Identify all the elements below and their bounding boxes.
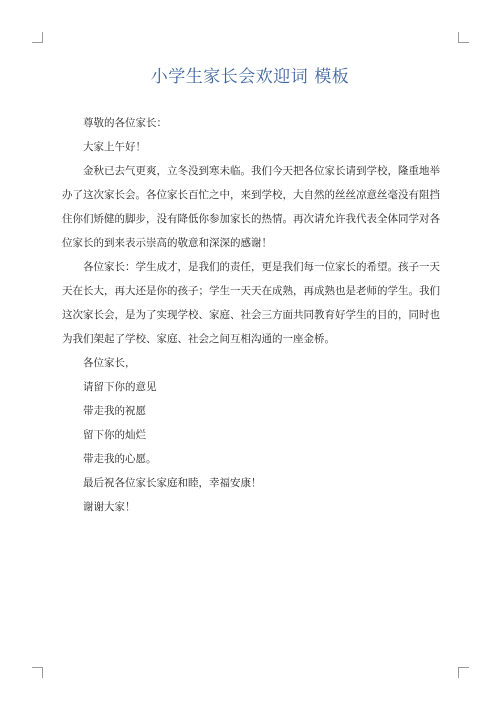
salutation: 尊敬的各位家长： <box>83 117 167 129</box>
closing-line: 请留下你的意见 <box>83 381 157 393</box>
closing-line: 各位家长， <box>83 357 136 369</box>
crop-mark-top-right <box>458 32 469 43</box>
closing-line: 带走我的祝愿 <box>83 405 146 417</box>
crop-mark-bottom-right <box>458 667 469 678</box>
closing-line: 带走我的心愿。 <box>83 453 157 465</box>
greeting: 大家上午好！ <box>83 141 146 153</box>
document-body <box>62 111 440 519</box>
document-title: 小学生家长会欢迎词 模板 <box>150 67 350 87</box>
closing-thanks: 谢谢大家！ <box>83 501 136 513</box>
crop-mark-top-left <box>32 32 43 43</box>
paragraph-welcome: 金秋已去气更爽，立冬没到寒未临。我们今天把各位家长请到学校，隆重地举办了这次家长会。各位家长百忙之中，来到学校，大自然的丝丝凉意丝毫没有阻挡住你们矫健的脚步，没有降低你参加家长的热情。再次请允许我代表全体同学对各位家长的到来表示崇高的敬意和深深的感谢！ <box>62 165 440 249</box>
crop-mark-bottom-left <box>32 667 43 678</box>
closing-wish: 最后祝各位家长家庭和睦，幸福安康！ <box>83 477 262 489</box>
paragraph-purpose: 各位家长：学生成才，是我们的责任，更是我们每一位家长的希望。孩子一天天在长大，再大还是你的孩子；学生一天天在成熟，再成熟也是老师的学生。我们这次家长会，是为了实现学校、家庭、社会三方面共同教育好学生的目的，同时也为我们架起了学校、家庭、社会之间互相沟通的一座金桥。 <box>62 261 440 345</box>
closing-line: 留下你的灿烂 <box>83 429 146 441</box>
